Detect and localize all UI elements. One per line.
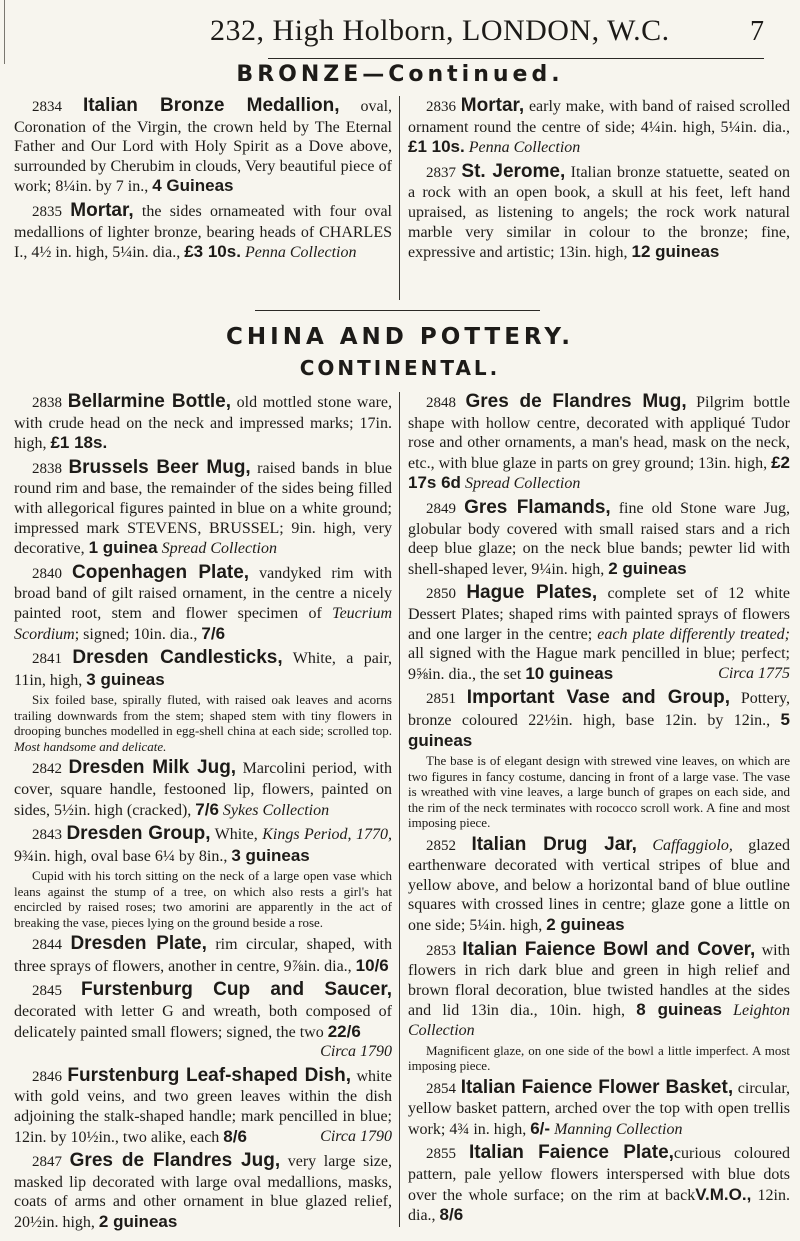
lot-description: early make, with band of raised scrolled ornament round the centre of side; 4¼in. high, 5¼in. dia., [408,98,791,136]
lot-number: 2840 [32,565,62,582]
lot-description: Marcolini period, with cover, square handle, festooned lip, flowers, painted on sides, 5½in. high (cracked), [14,760,392,819]
lot-description: curious coloured pattern, pale yellow flowers interspersed with blue dots over the whole surface; on the rim at back [408,1145,790,1204]
lot-note [408,1043,790,1074]
lot-price: 8/6 [223,1126,247,1146]
lot-description: fine old Stone ware Jug, globular body covered with small raised stars and a rich deep blue glaze; on the neck blue bands; pewter lid with shell-shaped lever, 9¼in. high, [408,499,791,578]
lot-entry [408,835,790,936]
lot-number: 2851 [426,691,456,708]
lot-price: 1 guinea [88,538,158,558]
lot-description-italic: Teucrium Scordium [14,604,392,643]
lot-number: 2836 [426,99,456,115]
lot-name: Italian Faience Plate, [469,1142,674,1164]
page-edge-rule [4,0,5,64]
lot-name: Italian Faience Flower Basket, [460,1076,734,1098]
lot-description: oval, Coronation of the Virgin, the crown held by The Eternal Father and Our Lord with Holy Spirit as a Dove above, surrounded by Cherubim in clouds, Very beautiful piece of work; 8¼in. by 7 in., [14,98,393,196]
lot-price: 5 guineas [408,709,791,750]
lot-note [14,692,392,754]
lot-entry [14,1151,392,1232]
lot-mark: V.M.O., [695,1184,752,1204]
lot-entry [408,498,790,579]
lot-number: 2848 [426,395,456,411]
lot-description: Pottery, bronze coloured 22½in. high, base 12in. by 12in., [408,690,790,729]
section-subtitle-continental: CONTINENTAL. [299,356,501,380]
column-divider [399,96,400,300]
lot-description: white with gold veins, and two green leaves within the dish adjoining the stalk-shaped handle; mark pencilled in blue; 12in. by 10½in., two alike, each [14,1067,393,1146]
lot-description-cont: CHARLES I., 4½ in. high, 5¼in. dia., [14,223,392,262]
lot-description-cont: 9¾in. high, oval base 6¼ by 8in., [14,847,228,865]
lot-entry [14,934,392,976]
lot-collection: Sykes Collection [222,801,330,819]
lot-description: circular, yellow basket pattern, arched over the top with open trellis work; 4¾ in. high, [408,1079,791,1138]
lot-description-cont: all signed with the Hague mark pencilled in blue; perfect; 9⅝in. dia., the set [408,645,790,683]
lot-number: 2843 [32,827,62,844]
lot-description-italic: Caffaggiolo, [652,836,733,854]
lot-description-cont: glazed earthenware decorated with vertical stripes of blue and yellow above, and below a horizontal band of blue outline squares with crossed lines in centre; glaze gone a little on one side; 5¼in. high, [408,836,791,934]
china-right-column [408,392,790,1230]
lot-description: Italian bronze statuette, seated on a rock with an open book, a skull at his feet, left hand upraised, as listening to angels; the rock work natural marble very similar in colour to the bronze; fine, expressive and artistic; 13in. high, [408,163,791,262]
lot-circa: Circa 1775 [718,664,790,682]
lot-entry [408,392,790,494]
lot-name: Gres Flamands, [464,496,611,518]
lot-note-text: The base is of elegant design with strewed vine leaves, on which are two figures in fancy costume, dancing in front of a large vase. The vase is wreathed with vine leaves, a large bunch of grapes on each side, and the rim of the neck terminates with rococco scroll work. A fine and most imposing piece. [408,753,790,831]
lot-number: 2849 [426,500,456,517]
lot-price: £1 18s. [50,433,108,453]
lot-name: Gres de Flandres Mug, [465,391,687,412]
lot-name: Mortar, [460,95,525,116]
section-title-china: CHINA AND POTTERY. [226,324,574,350]
lot-name: Italian Drug Jar, [471,833,637,855]
lot-name: Dresden Milk Jug, [68,757,237,779]
lot-price: 3 guineas [231,845,310,865]
lot-note-text: Cupid with his torch sitting on the neck of a large open vase which leans against the stump of a tree, on which also rests a girl's hat encircled by raised roses; two amorini are apparently in the act of breaking the vase, pieces lying on the ground beside a rose. [14,868,392,930]
lot-description: the sides ornameated with four oval medallions of lighter bronze, bearing heads of [14,202,392,241]
lot-price: 10/6 [355,955,389,975]
lot-number: 2838 [32,395,62,411]
lot-note-italic: Most handsome and delicate. [14,738,167,754]
lot-entry [14,96,392,197]
lot-name: Important Vase and Group, [466,687,731,709]
lot-note-text: Six foiled base, spirally fluted, with raised oak leaves and acorns trailing downwards from the stem; shaped stem with tiny flowers in drooping bunches modelled in egg-shell china at each side; scrolled top. [14,692,392,739]
lot-number: 2837 [426,164,456,181]
lot-description-cont: 12in. dia., [408,1186,790,1225]
section-title-bronze: BRONZE—Continued. [236,62,564,87]
section-divider [255,310,540,311]
lot-number: 2850 [426,586,456,603]
lot-description: very large size, masked lip decorated with large oval medallions, masks, coats of arms and other ornament in blue glazed relief, 20½in. high, [14,1153,392,1231]
lot-name: Dresden Group, [66,823,211,845]
lot-name: Italian Bronze Medallion, [82,95,340,116]
lot-name: Gres de Flandres Jug, [69,1150,281,1172]
lot-collection: Penna Collection [468,139,581,157]
lot-price: 2 guineas [608,558,687,578]
lot-entry [14,824,392,866]
lot-entry [14,392,392,454]
lot-entry [408,1078,790,1140]
lot-entry [14,758,392,820]
lot-collection: Spread Collection [161,540,277,558]
lot-entry [408,940,790,1041]
lot-number: 2834 [32,99,62,115]
lot-entry [14,458,392,559]
china-left-column [14,392,392,1237]
lot-name: Furstenburg Leaf-shaped Dish, [67,1064,352,1086]
lot-price: 8/6 [439,1205,464,1225]
column-divider [399,392,400,1227]
lot-entry [408,96,790,158]
lot-number: 2845 [32,983,62,1000]
lot-name: Dresden Plate, [70,933,207,955]
lot-entry [408,688,790,751]
lot-entry [14,201,392,263]
lot-price: 22/6 [327,1021,361,1041]
lot-price: 7/6 [195,799,219,819]
lot-name: Dresden Candlesticks, [72,647,283,669]
lot-description: raised bands in blue round rim and base, the remainder of the sides being filled with allegorical figures painted in blue on a white ground; impressed mark STEVENS, BRUSSEL; 9in. high, very decorative, [14,459,392,558]
lot-price: 7/6 [201,623,226,643]
lot-name: Furstenburg Cup and Saucer, [81,979,393,1001]
lot-name: Hague Plates, [466,582,598,604]
lot-price: 8 guineas [636,1000,722,1020]
lot-note-text: Magnificent glaze, on one side of the bowl a little imperfect. A most imposing piece. [408,1042,790,1074]
lot-name: Copenhagen Plate, [72,561,250,583]
lot-description: Pilgrim bottle shape with hollow centre, decorated with appliqué Tudor rose and other ornaments, a man's head, mask on the neck, etc., with blue glaze in parts on grey ground; 13in. high, [408,394,790,472]
lot-note [14,868,392,930]
lot-name: Italian Faience Bowl and Cover, [462,938,756,960]
lot-description: with flowers in rich dark blue and green in high relief and brown floral decoration, blue twisted handles at the sides and lid 13in dia., 10in. high, [408,941,791,1020]
lot-description: complete set of 12 white Dessert Plates; shaped rims with painted sprays of flowers and one larger in the centre; [408,585,791,643]
bronze-right-column [408,96,790,267]
lot-entry [14,563,392,644]
header-rule [268,58,764,59]
lot-number: 2841 [32,651,62,668]
lot-number: 2835 [32,203,62,220]
lot-number: 2853 [426,942,456,959]
lot-name: Brussels Beer Mug, [68,456,251,478]
lot-description-italic: each plate differently treated; [597,625,790,643]
lot-collection: Penna Collection [244,244,357,262]
lot-description: White, a pair, 11in, high, [14,650,393,689]
lot-entry [408,162,790,263]
lot-price: 2 guineas [98,1212,178,1231]
lot-description: vandyked rim with broad band of gilt raised ornament, in the centre a nicely painted root, stem and flower specimen of [14,564,393,622]
lot-description-italic: Kings Period, 1770, [262,826,392,844]
lot-note [408,753,790,831]
lot-entry [14,648,392,690]
lot-price: 3 guineas [86,669,165,689]
lot-price: 12 guineas [631,242,720,262]
lot-entry [408,583,790,684]
lot-description [637,837,652,854]
lot-price: 4 Guineas [152,176,234,196]
lot-price: £3 10s. [184,242,241,262]
lot-entry [14,980,392,1061]
lot-circa: Circa 1790 [320,1043,392,1061]
page-header [210,14,764,54]
bronze-left-column [14,96,392,267]
page-address: 232, High Holborn, LONDON, W.C. [210,14,670,47]
lot-price: £2 17s 6d [408,452,791,493]
lot-description: decorated with letter G and wreath, both composed of delicately painted small flowers; signed, the two [14,1003,392,1041]
lot-number: 2846 [32,1068,62,1085]
lot-description: old mottled stone ware, with crude head on the neck and impressed marks; 17in. high, [14,394,392,453]
lot-number: 2854 [426,1080,456,1097]
lot-entry [14,1066,392,1147]
lot-name: Mortar, [70,199,134,221]
page-number: 7 [750,16,764,47]
lot-number: 2842 [32,761,62,778]
lot-number: 2847 [32,1154,62,1171]
lot-collection: Manning Collection [554,1120,683,1138]
lot-description-cont: ; signed; 10in. dia., [74,625,198,643]
lot-number: 2852 [426,837,456,854]
lot-price: 10 guineas [525,663,614,683]
lot-name: Bellarmine Bottle, [67,391,231,412]
lot-number: 2844 [32,937,62,954]
lot-price: 6/- [530,1118,551,1138]
lot-collection: Spread Collection [464,475,581,493]
lot-collection: Leighton Collection [408,1002,791,1039]
lot-price: £1 10s. [408,137,465,157]
lot-entry [408,1143,790,1225]
lot-circa: Circa 1790 [320,1127,392,1145]
lot-description: rim circular, shaped, with three sprays of flowers, another in centre, 9⅞in. dia., [14,936,393,975]
lot-price: 2 guineas [546,914,625,934]
lot-description: White, [210,826,263,844]
lot-number: 2838 [32,460,62,477]
lot-number: 2855 [426,1146,456,1163]
lot-name: St. Jerome, [461,160,566,182]
